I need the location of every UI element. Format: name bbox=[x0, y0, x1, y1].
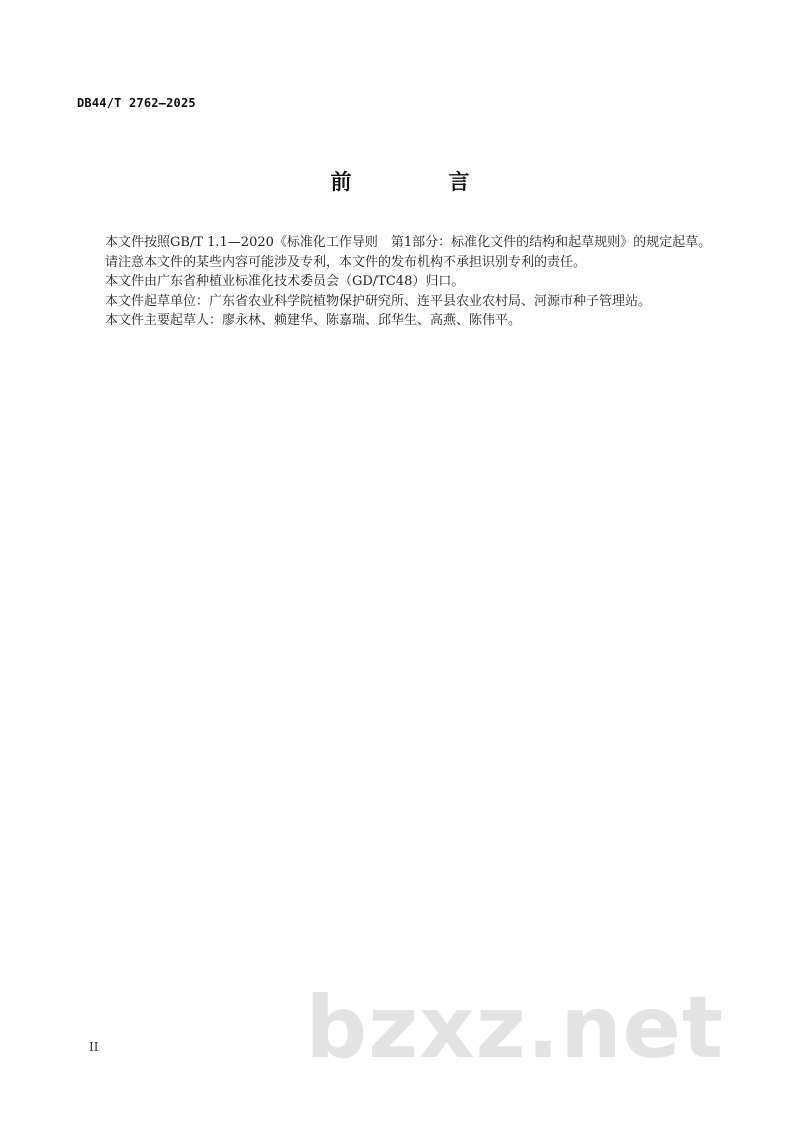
paragraph-drafting-units: 本文件起草单位：广东省农业科学院植物保护研究所、连平县农业农村局、河源市种子管理站。 bbox=[105, 293, 652, 309]
page-number: II bbox=[89, 1040, 99, 1054]
preface-body bbox=[77, 233, 719, 331]
watermark: bzxz.net bbox=[305, 978, 724, 1078]
paragraph-patent-notice: 请注意本文件的某些内容可能涉及专利，本文件的发布机构不承担识别专利的责任。 bbox=[105, 254, 587, 270]
paragraph-drafters: 本文件主要起草人：廖永林、赖建华、陈嘉瑞、邱华生、高燕、陈伟平。 bbox=[105, 313, 522, 328]
paragraph-drafting-rules: 本文件按照GB/T 1.1—2020《标准化工作导则 第1部分：标准化文件的结构和起草规则》的规定起草。 bbox=[105, 235, 712, 250]
paragraph-committee: 本文件由广东省种植业标准化技术委员会（GD/TC48）归口。 bbox=[105, 274, 465, 289]
document-code: DB44/T 2762—2025 bbox=[77, 96, 196, 110]
page-title: 前 言 bbox=[330, 169, 508, 194]
